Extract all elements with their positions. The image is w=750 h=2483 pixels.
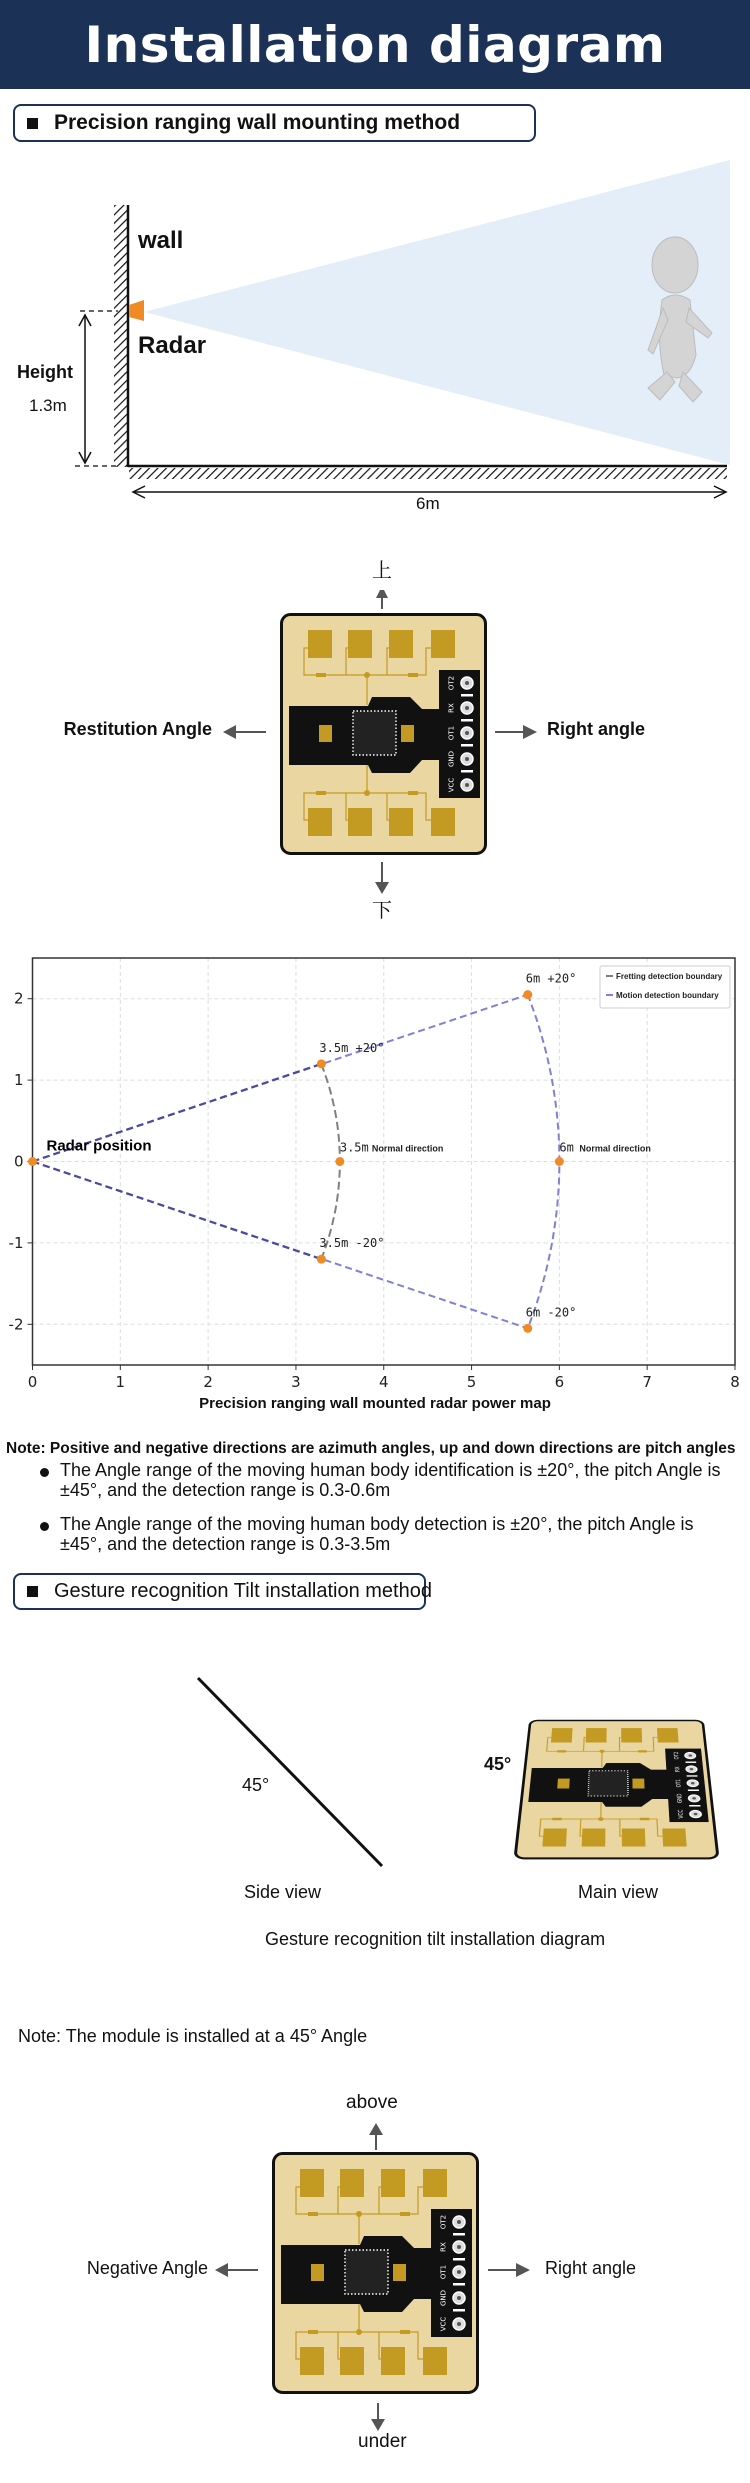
note-bullet-detection: The Angle range of the moving human body detection is ±20°, the pitch Angle is ±45°, and the detection range is 0.3-3.5m: [40, 1514, 740, 1554]
pin-label: OT1: [439, 2264, 448, 2280]
antenna-patch: [622, 1828, 646, 1846]
module-pcb: [280, 613, 487, 855]
distance-value: 6m: [416, 494, 440, 513]
height-label: Height: [17, 362, 73, 382]
pin-label: GND: [439, 2289, 448, 2307]
x-tick-label: 4: [378, 1373, 389, 1391]
antenna-patch: [423, 2169, 447, 2197]
fretting-boundary-lower-edge: [33, 1162, 322, 1260]
y-tick-label: 0: [13, 1152, 24, 1171]
radar-label: Radar: [138, 332, 207, 359]
antenna-patch: [542, 1828, 567, 1846]
right-arrow-icon: [493, 722, 539, 742]
radar-position-label: Radar position: [46, 1137, 152, 1155]
x-tick-label: 5: [466, 1373, 477, 1391]
main-view-label: Main view: [578, 1882, 659, 1902]
antenna-patch: [431, 630, 455, 658]
antenna-patch: [582, 1828, 606, 1846]
pin-label: OT2: [673, 1751, 681, 1760]
antenna-patch: [300, 2347, 324, 2375]
section-heading-wall-mount: [13, 104, 536, 142]
x-tick-label: 3: [291, 1373, 301, 1391]
pin-header: [431, 2209, 472, 2337]
antenna-patch: [662, 1828, 687, 1846]
radar-icon: [129, 300, 144, 321]
radar-module-board: [280, 613, 487, 860]
y-tick-label: -2: [8, 1315, 24, 1334]
antenna-patch: [348, 630, 372, 658]
x-tick-label: 2: [203, 1373, 213, 1391]
right-arrow-icon: [486, 2260, 532, 2280]
square-bullet-icon: [27, 118, 38, 129]
point-label: 6m +20°: [525, 971, 577, 986]
antenna-patch: [300, 2169, 324, 2197]
direction-up-label: 上: [372, 558, 392, 582]
wall-label: wall: [138, 227, 184, 254]
direction-right-label: Right angle: [545, 2258, 637, 2278]
section-heading-text: Precision ranging wall mounting method: [54, 111, 461, 134]
floor-hatch: [129, 468, 727, 479]
antenna-patch: [431, 808, 455, 836]
data-point: [317, 1059, 326, 1068]
gesture-install-note: Note: The module is installed at a 45° Angle: [18, 2026, 368, 2046]
module-pcb: [513, 1720, 719, 1860]
mcu-chip: [353, 711, 396, 755]
left-arrow-icon: [222, 722, 268, 742]
antenna-patch: [389, 630, 413, 658]
x-tick-label: 6: [554, 1373, 565, 1391]
wall-hatch: [114, 205, 127, 467]
radar-power-map-chart: [0, 940, 750, 1420]
point-label: 6m: [559, 1140, 574, 1155]
mcu-chip: [588, 1771, 628, 1796]
direction-down-label: 下: [372, 898, 392, 922]
bullet-icon: [40, 1522, 49, 1531]
antenna-patch: [340, 2347, 364, 2375]
side-view-label: Side view: [244, 1882, 322, 1902]
point-sublabel: Normal direction: [579, 1143, 651, 1154]
antenna-patch: [340, 2169, 364, 2197]
pin-label: VCC: [439, 2316, 448, 2332]
antenna-patch: [381, 2169, 405, 2197]
pin-label: VCC: [677, 1809, 686, 1819]
legend-entry: Motion detection boundary: [616, 991, 719, 1000]
point-label: 3.5m -20°: [319, 1236, 385, 1251]
page-title: Installation diagram: [84, 15, 666, 74]
side-view-tilt-line: [190, 1670, 390, 1875]
x-tick-label: 0: [27, 1373, 38, 1391]
point-sublabel: Normal direction: [371, 1143, 444, 1154]
antenna-patch: [621, 1728, 642, 1742]
antenna-patch: [308, 630, 332, 658]
pin-label: OT1: [447, 725, 456, 741]
up-arrow-icon: [364, 2122, 388, 2150]
down-arrow-icon: [366, 2403, 390, 2433]
pin-label: OT2: [439, 2214, 448, 2230]
direction-negative-label: Negative Angle: [86, 2258, 208, 2278]
direction-above-label: above: [346, 2092, 398, 2113]
module-pcb: [272, 2152, 479, 2394]
antenna-patch: [389, 808, 413, 836]
up-arrow-icon: [220, 590, 540, 610]
x-tick-label: 8: [730, 1373, 740, 1391]
pin-header: [439, 670, 480, 798]
antenna-patch: [348, 808, 372, 836]
direction-right-label: Right angle: [547, 719, 645, 739]
left-arrow-icon: [214, 2260, 260, 2280]
antenna-patch: [423, 2347, 447, 2375]
pin-label: GND: [447, 750, 456, 768]
radar-module-board-2: [272, 2152, 479, 2399]
section-heading-gesture: [13, 1573, 432, 1610]
note-directions: Note: Positive and negative directions are azimuth angles, up and down directions are pitch angles: [6, 1440, 736, 1457]
y-tick-label: -1: [8, 1233, 24, 1252]
data-point: [523, 1324, 532, 1333]
main-view-board-wrap: [513, 1680, 720, 1859]
y-tick-label: 2: [13, 989, 24, 1008]
legend-entry: Fretting detection boundary: [616, 972, 723, 981]
bullet-icon: [40, 1468, 49, 1477]
mcu-chip: [345, 2250, 388, 2294]
note-bullet-identification: The Angle range of the moving human body identification is ±20°, the pitch Angle is ±45°, and the detection range is 0.3-0.6m: [40, 1460, 740, 1500]
point-label: 6m -20°: [525, 1305, 577, 1320]
height-arrow: [79, 315, 91, 463]
data-point: [555, 1157, 564, 1166]
wall-mount-diagram: [0, 150, 750, 520]
pin-label: OT2: [447, 675, 456, 691]
side-view-angle-label: 45°: [242, 1775, 270, 1795]
pin-label: RX: [439, 2242, 448, 2252]
data-point: [28, 1157, 37, 1166]
down-arrow-icon: [370, 862, 394, 896]
antenna-patch: [381, 2347, 405, 2375]
main-view-angle-label: 45°: [484, 1754, 512, 1774]
x-tick-label: 1: [115, 1373, 126, 1391]
antenna-patch: [551, 1728, 573, 1742]
data-point: [523, 990, 532, 999]
pin-label: VCC: [447, 777, 456, 793]
data-point: [335, 1157, 344, 1166]
page-header: [0, 0, 750, 89]
pin-label: RX: [447, 703, 456, 713]
y-tick-label: 1: [13, 1071, 24, 1090]
radar-module-board-tilted: [513, 1720, 720, 1863]
pin-label: GND: [676, 1793, 685, 1804]
direction-left-label: Restitution Angle: [63, 719, 212, 739]
gesture-diagram-caption: Gesture recognition tilt installation diagram: [265, 1929, 606, 1949]
radar-beam: [144, 160, 730, 465]
section-heading-text: Gesture recognition Tilt installation method: [54, 1580, 432, 1602]
chart-title: Precision ranging wall mounted radar power map: [199, 1395, 551, 1412]
point-label: 3.5m: [339, 1140, 369, 1155]
direction-under-label: under: [358, 2431, 407, 2452]
height-value: 1.3m: [29, 396, 67, 415]
pin-label: RX: [674, 1766, 682, 1772]
notes-list: [40, 1460, 740, 1568]
point-label: 3.5m +20°: [319, 1040, 385, 1055]
x-tick-label: 7: [642, 1373, 652, 1391]
square-bullet-icon: [27, 1586, 38, 1597]
antenna-patch: [308, 808, 332, 836]
antenna-patch: [586, 1728, 607, 1742]
antenna-patch: [657, 1728, 679, 1742]
data-point: [317, 1255, 326, 1264]
pin-label: OT1: [675, 1779, 684, 1788]
